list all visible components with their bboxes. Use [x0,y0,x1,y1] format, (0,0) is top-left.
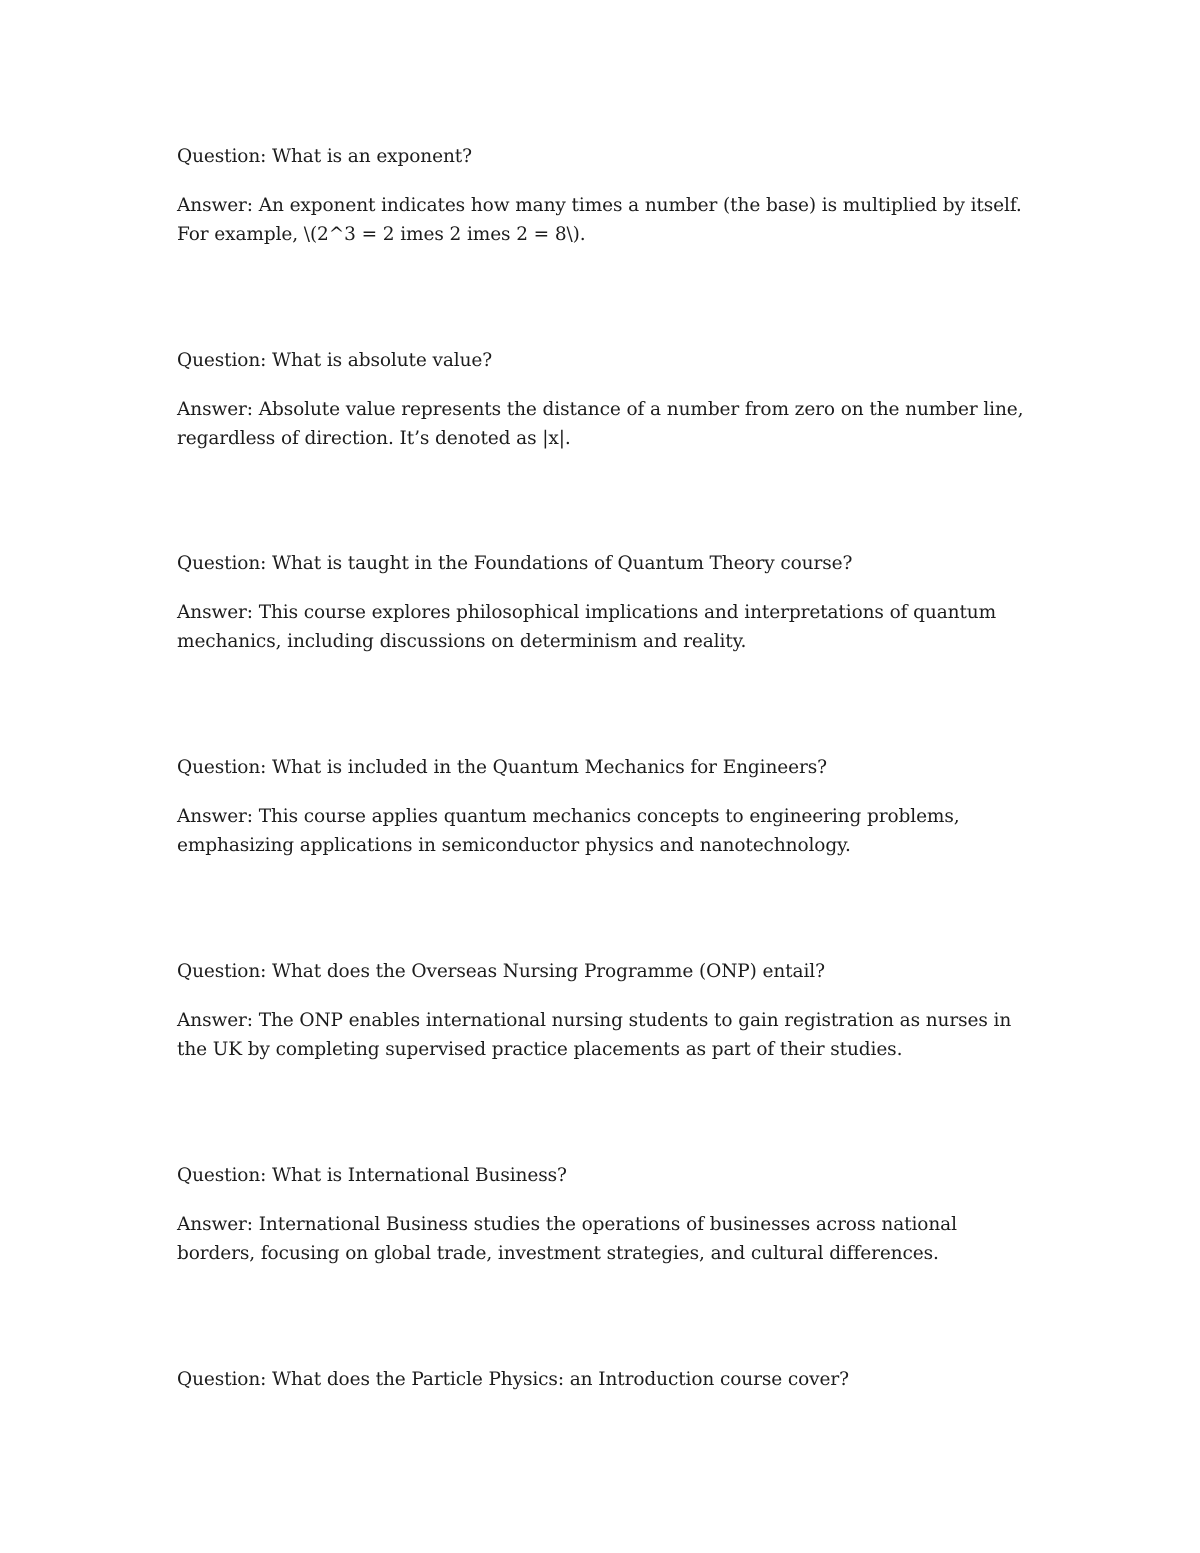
qa-item [177,347,1037,453]
question-text: Question: What does the Overseas Nursing Programme (ONP) entail? [177,961,825,982]
answer-text: Answer: International Business studies the operations of businesses across national borders, focusing on global trade, investment strategies, and cultural differences. [177,1214,957,1264]
question-text: Question: What is an exponent? [177,146,472,167]
answer-text: Answer: This course applies quantum mechanics concepts to engineering problems, emphasizing applications in semiconductor physics and nanotechnology. [177,806,960,856]
question-text: Question: What is included in the Quantum Mechanics for Engineers? [177,757,827,778]
question-text: Question: What is taught in the Foundations of Quantum Theory course? [177,553,853,574]
qa-item [177,958,1037,1064]
qa-item [177,143,1037,249]
question-text: Question: What is International Business? [177,1165,567,1186]
qa-item [177,1162,1037,1268]
answer-text: Answer: This course explores philosophical implications and interpretations of quantum mechanics, including discussions on determinism and reality. [177,602,997,652]
question-text: Question: What is absolute value? [177,350,493,371]
answer-text: Answer: The ONP enables international nursing students to gain registration as nurses in the UK by completing supervised practice placements as part of their studies. [177,1010,1012,1060]
qa-item [177,754,1037,860]
answer-text: Answer: An exponent indicates how many times a number (the base) is multiplied by itself. For example, \(2^3 = 2 imes 2 imes 2 = 8\). [177,195,1022,245]
qa-item [177,1366,1037,1394]
qa-item [177,550,1037,656]
question-text: Question: What does the Particle Physics: an Introduction course cover? [177,1369,849,1390]
answer-text: Answer: Absolute value represents the distance of a number from zero on the number line, regardless of direction. It’s denoted as |x|. [177,399,1024,449]
